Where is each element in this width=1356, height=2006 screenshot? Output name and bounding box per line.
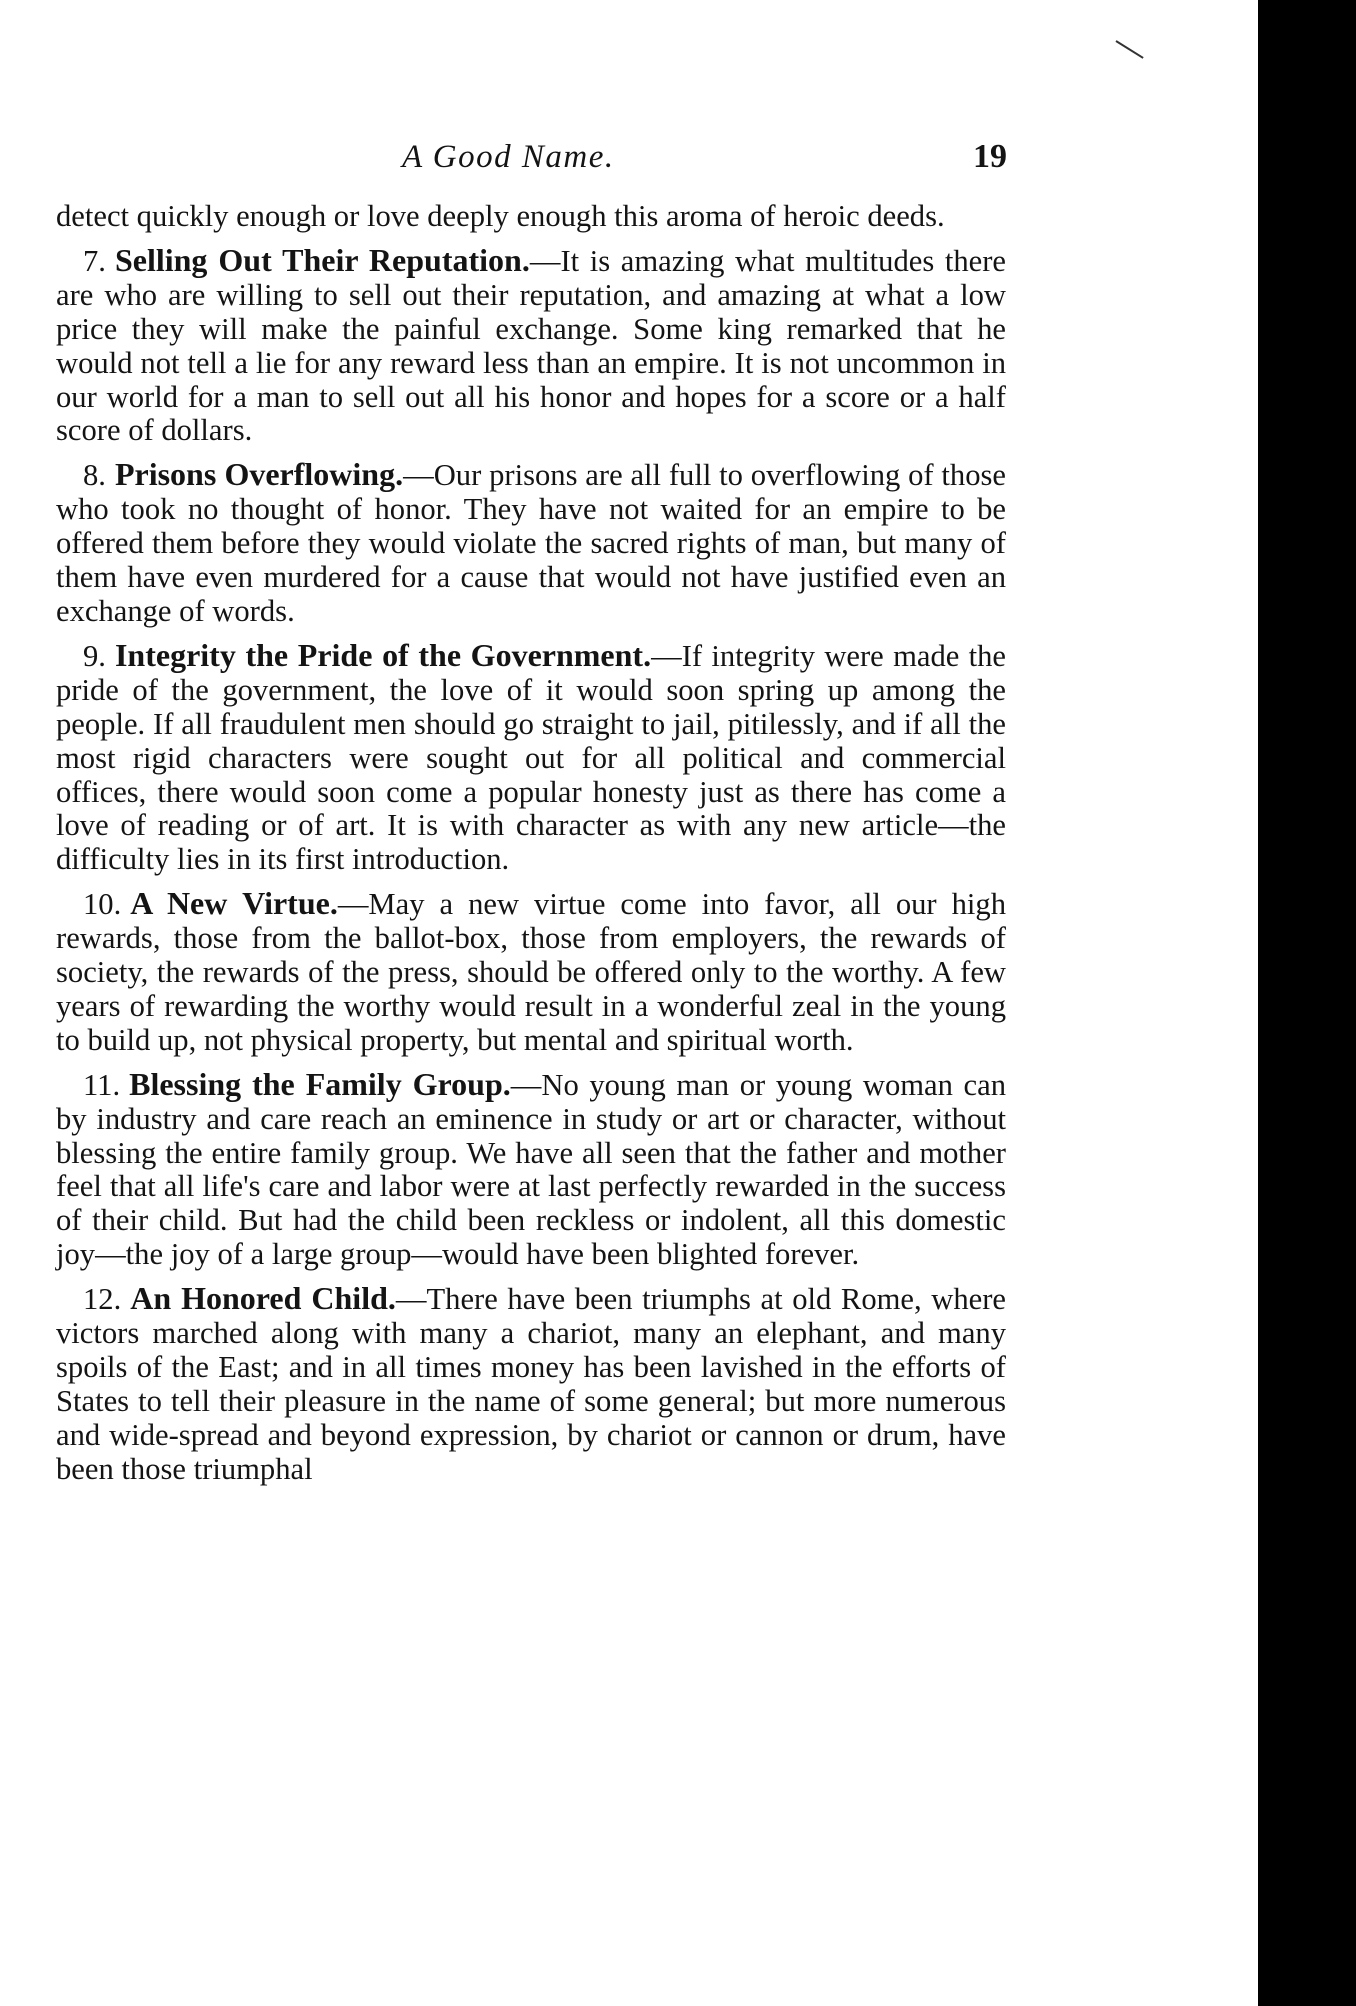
section-number: 12. xyxy=(83,1282,122,1317)
section-heading: Blessing the Family Group. xyxy=(129,1065,511,1102)
section-body: —If integrity were made the pride of the government, the love of it would soon spring up among the people. If all fraudulent men should go straight to jail, pitilessly, and if all the most rigid characters were sought out for all political and commercial offices, there would soon come a popular honesty just as there has come a love of reading or of art. It is with character as with any new article—the difficulty lies in its first introduction. xyxy=(56,638,1006,877)
running-title: A Good Name. xyxy=(402,139,615,175)
section-body: —No young man or young woman can by industry and care reach an eminence in study or art or character, without blessing the entire family group. We have all seen that the father and mother feel that all life's care and labor were at last perfectly rewarded in the success of their child. But had the child been reckless or indolent, all this domestic joy—the joy of a large group—would have been blighted forever. xyxy=(56,1067,1006,1272)
section-heading: Integrity the Pride of the Government. xyxy=(114,636,652,673)
section-body: —May a new virtue come into favor, all our high rewards, those from the ballot-box, those from employers, the rewards of society, the rewards of the press, should be offered only to the worthy. A few years of rewarding the worthy would result in a wonderful zeal in the young to build up, not physical property, but mental and spiritual worth. xyxy=(56,887,1006,1057)
section-number: 11. xyxy=(83,1067,121,1102)
paragraph-7 xyxy=(56,241,1006,448)
section-number: 10. xyxy=(83,887,122,922)
scan-border xyxy=(1258,0,1356,2006)
scan-mark xyxy=(1115,40,1143,59)
paragraph-11 xyxy=(56,1065,1006,1272)
section-heading: An Honored Child. xyxy=(130,1280,396,1317)
paragraph-9 xyxy=(56,636,1006,877)
section-body: —It is amazing what multitudes there are who are willing to sell out their reputation, and amazing at what a low price they will make the painful exchange. Some king remarked that he would not tell a lie for any reward less than an empire. It is not uncommon in our world for a man to sell out all his honor and hopes for a score or a half score of dollars. xyxy=(56,243,1006,448)
text-block xyxy=(56,200,1006,1497)
section-number: 7. xyxy=(83,243,106,278)
continuation-paragraph: detect quickly enough or love deeply enough this aroma of heroic deeds. xyxy=(56,199,945,233)
section-heading: Prisons Overflowing. xyxy=(114,456,404,493)
section-heading: A New Virtue. xyxy=(130,885,338,922)
section-heading: Selling Out Their Reputation. xyxy=(114,241,530,278)
page-number: 19 xyxy=(973,138,1007,175)
section-body: —Our prisons are all full to overflowing of those who took no thought of honor. They have not waited for an empire to be offered them before they would violate the sacred rights of man, but many of them have even murdered for a cause that would not have justified even an exchange of words. xyxy=(56,458,1006,628)
paragraph-10 xyxy=(56,887,1006,1058)
paragraph-8 xyxy=(56,458,1006,629)
section-number: 8. xyxy=(83,458,106,493)
paragraph-12 xyxy=(56,1282,1006,1486)
running-head xyxy=(56,132,1056,182)
section-body: —There have been triumphs at old Rome, where victors marched along with many a chariot, many an elephant, and many spoils of the East; and in all times money has been lavished in the efforts of States to tell their pleasure in the name of some general; but more numerous and wide-spread and beyond expression, by chariot or cannon or drum, have been those triumphal xyxy=(56,1282,1007,1486)
section-number: 9. xyxy=(83,638,106,673)
